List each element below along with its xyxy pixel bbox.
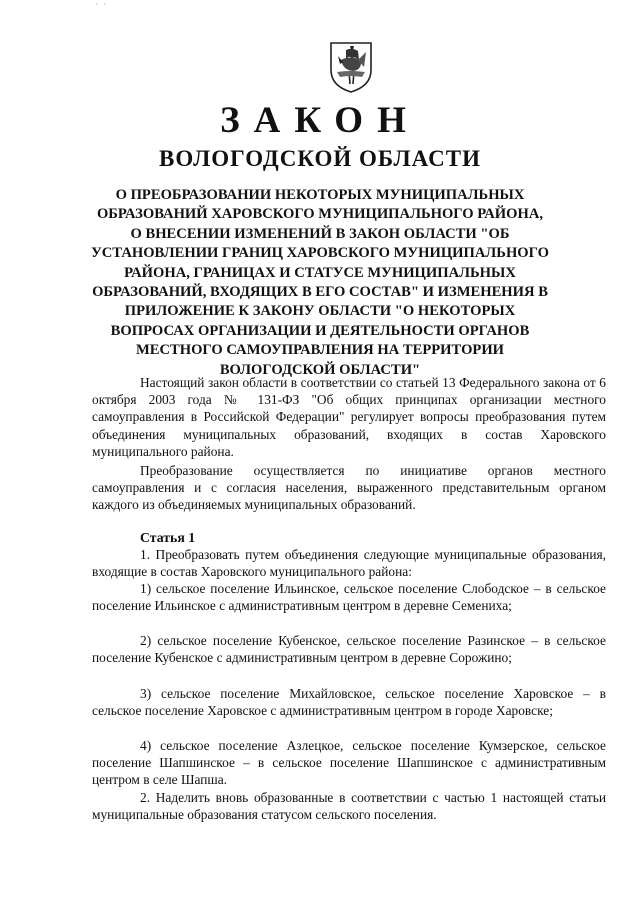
coat-of-arms-icon [328, 40, 374, 94]
article-list-item: 3) сельское поселение Михайловское, сельское поселение Харовское – в сельское поселение Харовское с административным центром в городе Харовске; [92, 686, 606, 719]
scan-mark: ' [104, 2, 106, 10]
region-title: ВОЛОГОДСКОЙ ОБЛАСТИ [159, 146, 481, 171]
law-title: ЗАКОН [220, 100, 420, 141]
article-list-item: 4) сельское поселение Азлецкое, сельское поселение Кумзерское, сельское поселение Шапшинское – в сельское поселение Шапшинское с административным центром в селе Шапша. [92, 738, 606, 788]
article-paragraph: 2. Наделить вновь образованные в соответствии с частью 1 настоящей статьи муниципальные образования статусом сельского поселения. [92, 790, 606, 823]
preamble-paragraph: Преобразование осуществляется по инициативе органов местного самоуправления и с согласия населения, выраженного представительным органом каждого из объединяемых муниципальных образований. [92, 463, 606, 513]
law-subject: О ПРЕОБРАЗОВАНИИ НЕКОТОРЫХ МУНИЦИПАЛЬНЫХ ОБРАЗОВАНИЙ ХАРОВСКОГО МУНИЦИПАЛЬНОГО РАЙОНА, О ВНЕСЕНИИ ИЗМЕНЕНИЙ В ЗАКОН ОБЛАСТИ "ОБ УСТАНОВЛЕНИИ ГРАНИЦ ХАРОВСКОГО МУНИЦИПАЛЬНОГО РАЙОНА, ГРАНИЦАХ И СТАТУСЕ МУНИЦИПАЛЬНЫХ ОБРАЗОВАНИЙ, ВХОДЯЩИХ В ЕГО СОСТАВ" И ИЗМЕНЕНИЯ В ПРИЛОЖЕНИЕ К ЗАКОНУ ОБЛАСТИ "О НЕКОТОРЫХ ВОПРОСАХ ОРГАНИЗАЦИИ И ДЕЯТЕЛЬНОСТИ ОРГАНОВ МЕСТНОГО САМОУПРАВЛЕНИЯ НА ТЕРРИТОРИИ ВОЛОГОДСКОЙ ОБЛАСТИ" [91, 187, 549, 378]
article-heading: Статья 1 [140, 530, 196, 545]
article-list-item: 1) сельское поселение Ильинское, сельское поселение Слободское – в сельское поселение Ильинское с административным центром в деревне Семениха; [92, 581, 606, 614]
scan-mark: ' [96, 2, 98, 10]
preamble-paragraph: Настоящий закон области в соответствии со статьей 13 Федерального закона от 6 октября 2003 года № 131-ФЗ "Об общих принципах организации местного самоуправления в Российской Федерации" регулирует вопросы преобразования путем объединения муниципальных образований, входящих в состав Харовского муниципального района. [92, 375, 606, 459]
article-paragraph: 1. Преобразовать путем объединения следующие муниципальные образования, входящие в состав Харовского муниципального района: [92, 547, 606, 580]
article-list-item: 2) сельское поселение Кубенское, сельское поселение Разинское – в сельское поселение Кубенское с административным центром в деревне Сорожино; [92, 633, 606, 666]
